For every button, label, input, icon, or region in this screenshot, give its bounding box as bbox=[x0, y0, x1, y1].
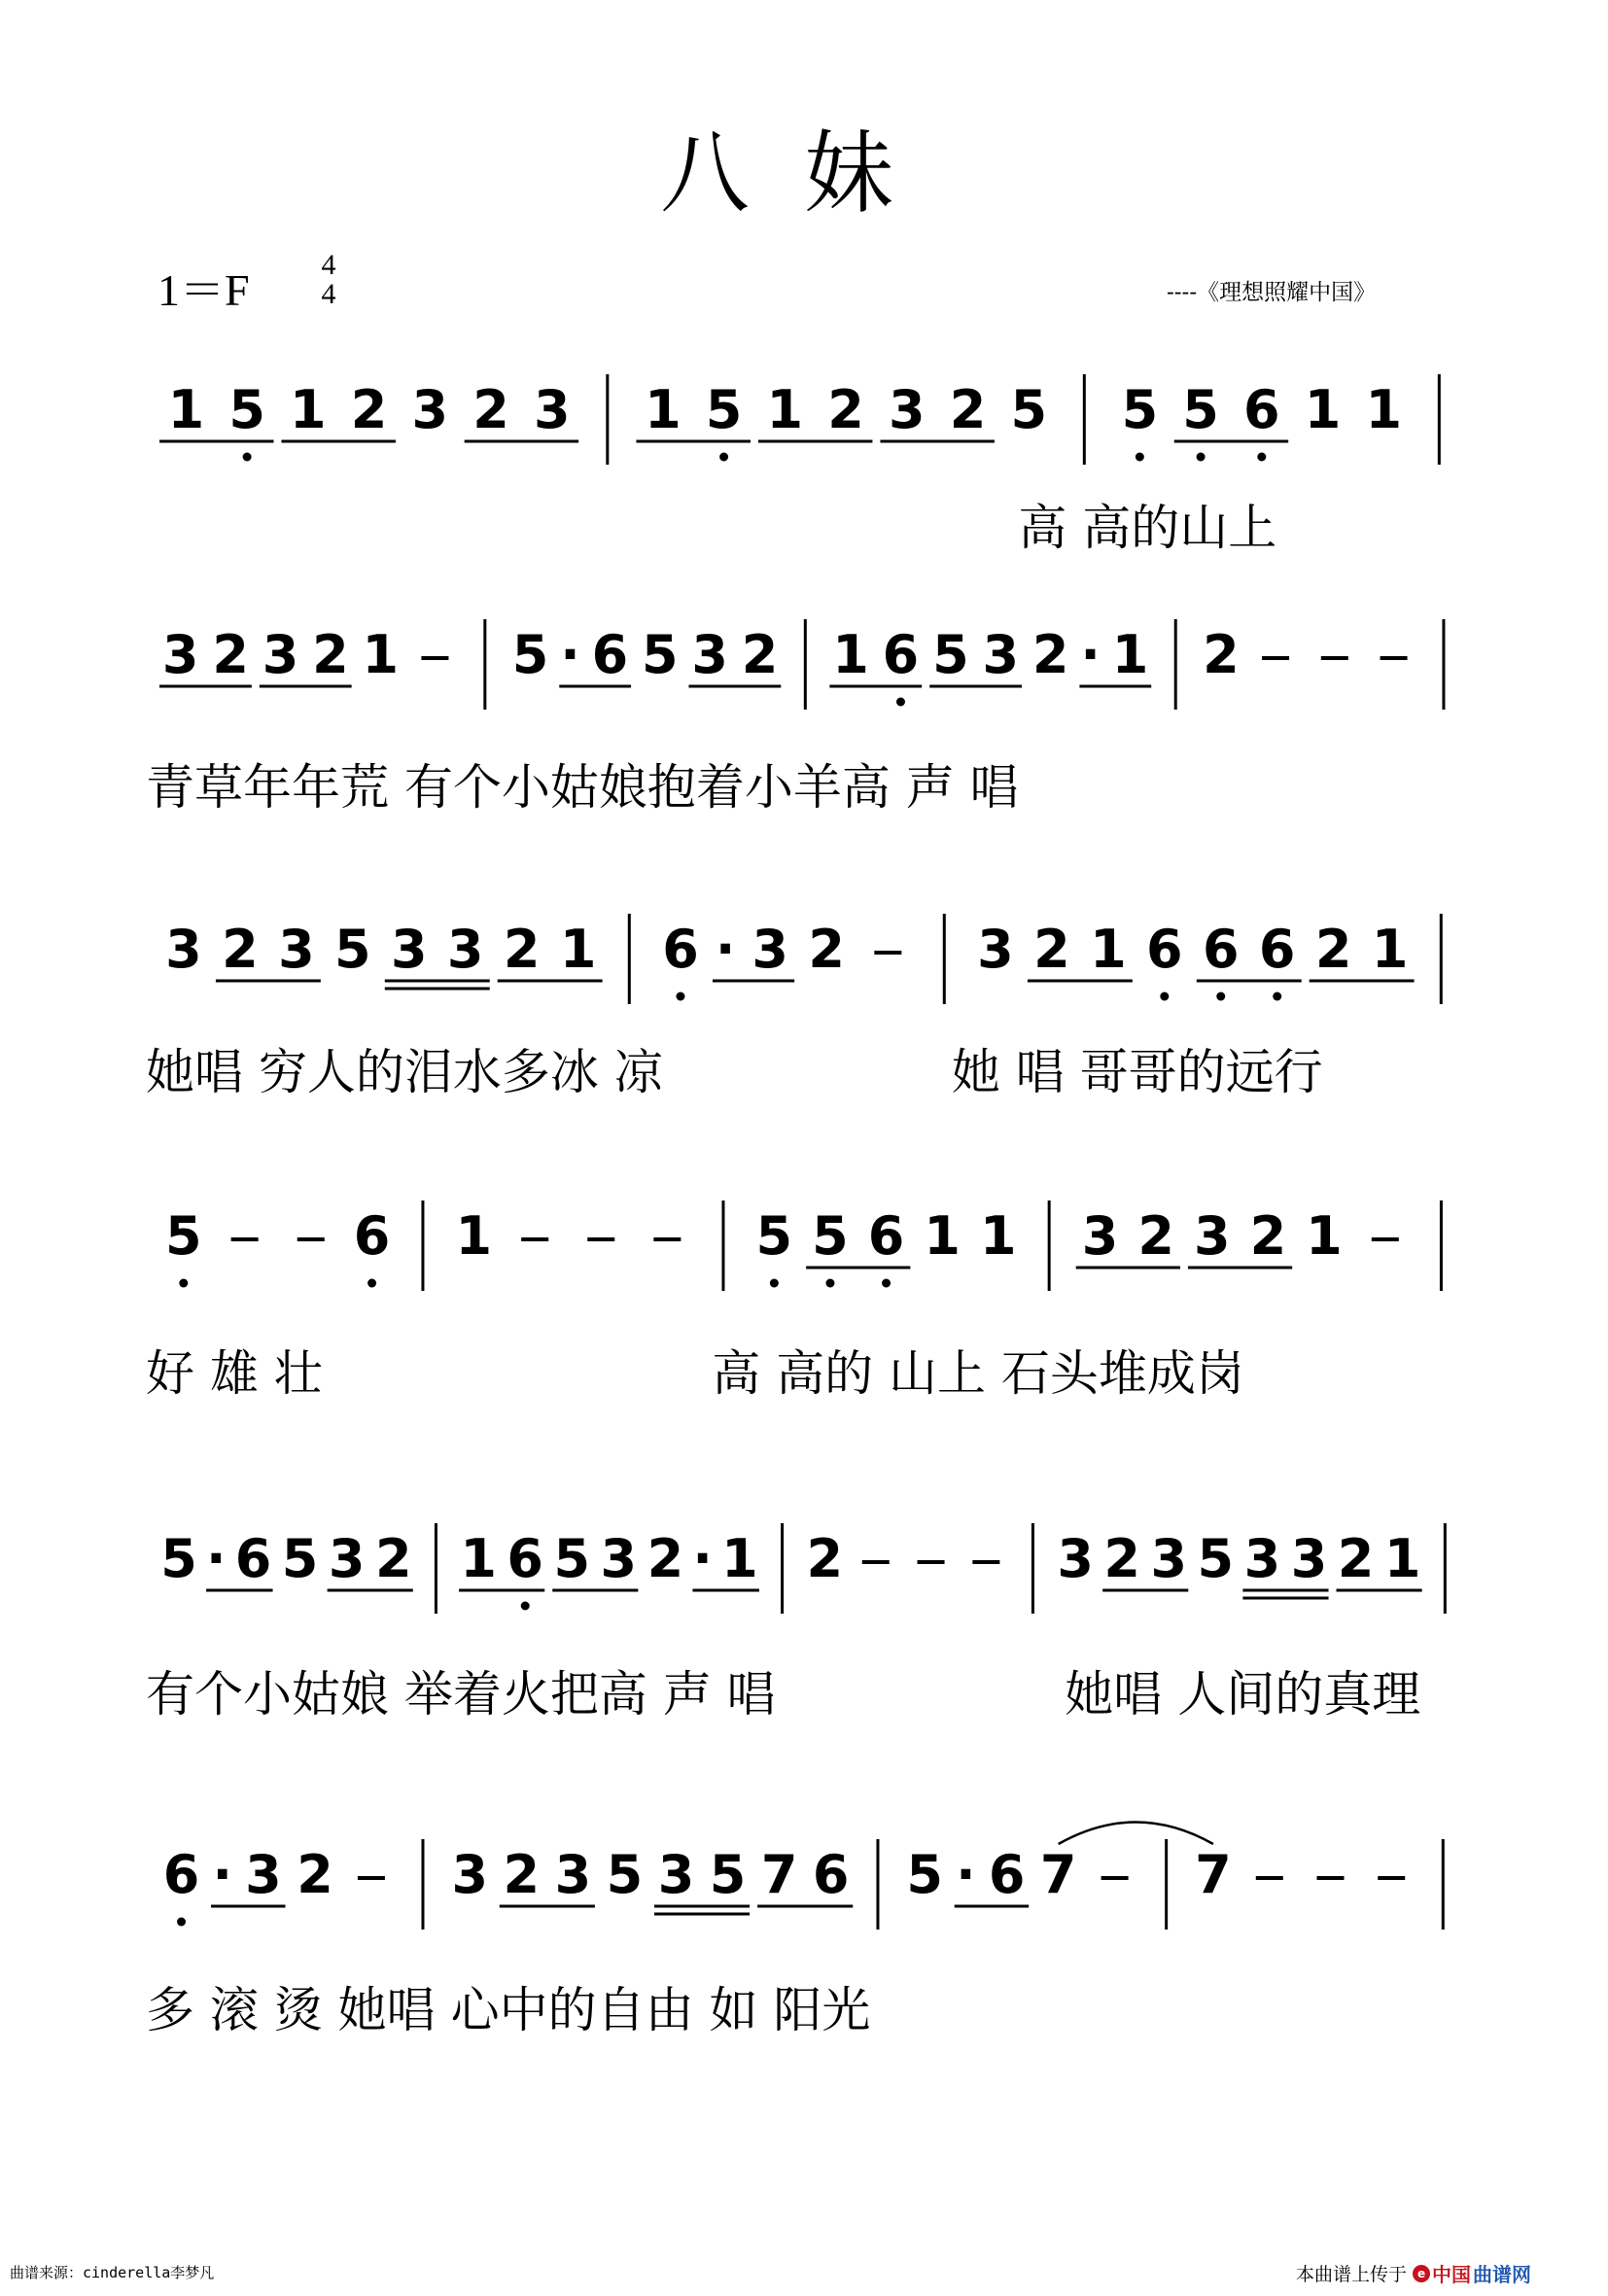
lyric-line: 青草年年荒 有个小姑娘抱着小羊高 声 唱 bbox=[146, 759, 1019, 816]
lyric-line: 多 滚 烫 她唱 心中的自由 如 阳光 bbox=[146, 1982, 871, 2038]
note: 3 bbox=[1081, 1205, 1119, 1267]
note: 1 bbox=[1306, 1205, 1343, 1267]
note: 1 bbox=[832, 624, 869, 685]
octave-dot bbox=[1216, 992, 1225, 1001]
note: 2 bbox=[312, 624, 349, 685]
note: 1 bbox=[1090, 919, 1127, 980]
note: 6 bbox=[591, 624, 629, 685]
note: 2 bbox=[1031, 624, 1069, 685]
note: 1 bbox=[645, 379, 682, 440]
note: 3 bbox=[411, 379, 449, 440]
octave-dot bbox=[243, 453, 252, 462]
note: 6 bbox=[507, 1528, 543, 1589]
note: 3 bbox=[657, 1844, 695, 1905]
note: 5 bbox=[906, 1844, 943, 1905]
note: 1 bbox=[979, 1205, 1017, 1267]
augmentation-dot: · bbox=[1080, 624, 1101, 685]
note: 2 bbox=[472, 379, 509, 440]
note: 6 bbox=[662, 919, 699, 980]
augmentation-dot: · bbox=[692, 1528, 713, 1589]
note: 3 bbox=[554, 1844, 592, 1905]
note: 5 bbox=[709, 1844, 747, 1905]
note: 1 bbox=[362, 624, 400, 685]
note: 5 bbox=[553, 1528, 591, 1589]
note: 3 bbox=[1057, 1528, 1094, 1589]
note: 2 bbox=[949, 379, 987, 440]
note: 3 bbox=[600, 1528, 638, 1589]
note: 5 bbox=[334, 919, 371, 980]
note: 5 bbox=[641, 624, 679, 685]
octave-dot bbox=[521, 1602, 530, 1611]
octave-dot bbox=[1257, 453, 1266, 462]
lyric-line: 她唱 穷人的泪水多冰 凉 bbox=[146, 1044, 663, 1100]
note: 3 bbox=[245, 1844, 282, 1905]
note: 7 bbox=[1039, 1844, 1077, 1905]
octave-dot bbox=[1160, 992, 1169, 1001]
note: 3 bbox=[328, 1528, 366, 1589]
octave-dot bbox=[825, 1279, 834, 1288]
logo-text-b: 曲谱网 bbox=[1473, 2263, 1532, 2286]
note: 6 bbox=[882, 624, 920, 685]
note: 3 bbox=[278, 919, 315, 980]
note: 2 bbox=[806, 1528, 844, 1589]
note: 5 bbox=[1197, 1528, 1235, 1589]
note: 3 bbox=[451, 1844, 489, 1905]
note: 1 bbox=[924, 1205, 961, 1267]
note: 6 bbox=[867, 1205, 905, 1267]
octave-dot bbox=[179, 1279, 188, 1288]
footer-text: 本曲谱上传于 bbox=[1296, 2264, 1408, 2285]
lyric-line: 她唱 人间的真理 bbox=[1065, 1666, 1421, 1722]
meter-top: 4 bbox=[321, 249, 336, 281]
note: 1 bbox=[455, 1205, 493, 1267]
note: 2 bbox=[808, 919, 845, 980]
octave-dot bbox=[676, 992, 684, 1001]
note: 3 bbox=[977, 919, 1014, 980]
note: 5 bbox=[1010, 379, 1048, 440]
note: 6 bbox=[1243, 379, 1280, 440]
note: 1 bbox=[1304, 379, 1342, 440]
lyric-line: 她 唱 哥哥的远行 bbox=[951, 1044, 1323, 1100]
note: 2 bbox=[647, 1528, 684, 1589]
note: 3 bbox=[889, 379, 926, 440]
lyric-line: 高 高的 山上 石头堆成岗 bbox=[712, 1345, 1244, 1402]
note: 2 bbox=[1137, 1205, 1174, 1267]
note: 2 bbox=[374, 1528, 412, 1589]
augmentation-dot: · bbox=[560, 624, 580, 685]
augmentation-dot: · bbox=[212, 1844, 233, 1905]
note: 2 bbox=[212, 624, 249, 685]
note: 5 bbox=[281, 1528, 319, 1589]
note: 3 bbox=[752, 919, 788, 980]
note: 6 bbox=[1202, 919, 1240, 980]
note: 2 bbox=[503, 919, 541, 980]
note: 2 bbox=[827, 379, 864, 440]
lyric-line: 有个小姑娘 举着火把高 声 唱 bbox=[146, 1666, 776, 1722]
tie-arc bbox=[1059, 1823, 1213, 1845]
octave-dot bbox=[896, 698, 905, 707]
note: 5 bbox=[932, 624, 969, 685]
note: 1 bbox=[1111, 624, 1149, 685]
note: 5 bbox=[812, 1205, 849, 1267]
note: 5 bbox=[228, 379, 265, 440]
note: 2 bbox=[1103, 1528, 1140, 1589]
note: 3 bbox=[1193, 1205, 1231, 1267]
note: 3 bbox=[1243, 1528, 1281, 1589]
note: 6 bbox=[1146, 919, 1183, 980]
note: 5 bbox=[511, 624, 549, 685]
score-credit: 曲谱来源：cinderella李梦凡 bbox=[10, 2264, 215, 2281]
note: 5 bbox=[606, 1844, 644, 1905]
note: 3 bbox=[446, 919, 484, 980]
site-logo bbox=[1413, 2259, 1531, 2287]
note: 5 bbox=[160, 1528, 197, 1589]
note: 1 bbox=[167, 379, 205, 440]
note: 3 bbox=[262, 624, 299, 685]
note: 3 bbox=[165, 919, 202, 980]
octave-dot bbox=[1136, 453, 1144, 462]
note: 6 bbox=[234, 1528, 272, 1589]
note: 3 bbox=[691, 624, 728, 685]
note: 2 bbox=[1249, 1205, 1287, 1267]
note: 6 bbox=[162, 1844, 200, 1905]
note: 3 bbox=[390, 919, 428, 980]
augmentation-dot: · bbox=[206, 1528, 227, 1589]
note: 1 bbox=[1383, 1528, 1421, 1589]
note: 3 bbox=[1150, 1528, 1188, 1589]
octave-dot bbox=[177, 1918, 186, 1927]
note: 2 bbox=[222, 919, 259, 980]
note: 5 bbox=[1121, 379, 1159, 440]
meter-bottom: 4 bbox=[321, 278, 336, 310]
augmentation-dot: · bbox=[956, 1844, 976, 1905]
octave-dot bbox=[770, 1279, 779, 1288]
note: 1 bbox=[1371, 919, 1409, 980]
lyric-line: 好 雄 壮 bbox=[146, 1345, 323, 1402]
note: 1 bbox=[766, 379, 804, 440]
lyric-line: 高 高的山上 bbox=[1018, 500, 1277, 556]
note: 1 bbox=[290, 379, 327, 440]
octave-dot bbox=[1273, 992, 1281, 1001]
key-signature: 1＝F bbox=[157, 265, 250, 315]
note: 5 bbox=[705, 379, 743, 440]
note: 2 bbox=[503, 1844, 541, 1905]
note: 7 bbox=[760, 1844, 798, 1905]
note: 2 bbox=[297, 1844, 333, 1905]
note: 2 bbox=[741, 624, 779, 685]
note: 3 bbox=[1290, 1528, 1328, 1589]
logo-e-icon: e bbox=[1413, 2265, 1430, 2282]
note: 5 bbox=[165, 1205, 202, 1267]
song-title: 八妹 bbox=[659, 122, 948, 226]
note: 2 bbox=[1314, 919, 1352, 980]
note: 1 bbox=[1365, 379, 1403, 440]
note: 2 bbox=[350, 379, 388, 440]
note: 1 bbox=[559, 919, 597, 980]
octave-dot bbox=[882, 1279, 891, 1288]
note: 6 bbox=[353, 1205, 391, 1267]
note: 3 bbox=[161, 624, 199, 685]
note: 6 bbox=[812, 1844, 850, 1905]
octave-dot bbox=[719, 453, 728, 462]
logo-text-a: 中国 bbox=[1432, 2263, 1472, 2286]
note: 2 bbox=[1337, 1528, 1375, 1589]
note: 5 bbox=[755, 1205, 793, 1267]
augmentation-dot: · bbox=[715, 919, 736, 980]
source-note: ----《理想照耀中国》 bbox=[1167, 280, 1377, 305]
octave-dot bbox=[1197, 453, 1206, 462]
note: 7 bbox=[1195, 1844, 1232, 1905]
note: 6 bbox=[988, 1844, 1026, 1905]
octave-dot bbox=[367, 1279, 376, 1288]
note: 2 bbox=[1203, 624, 1240, 685]
footer-upload-note bbox=[1296, 2259, 1531, 2287]
note: 6 bbox=[1258, 919, 1296, 980]
note: 2 bbox=[1033, 919, 1070, 980]
note: 3 bbox=[534, 379, 571, 440]
note: 1 bbox=[460, 1528, 497, 1589]
note: 5 bbox=[1182, 379, 1219, 440]
note: 3 bbox=[982, 624, 1020, 685]
note: 1 bbox=[721, 1528, 758, 1589]
